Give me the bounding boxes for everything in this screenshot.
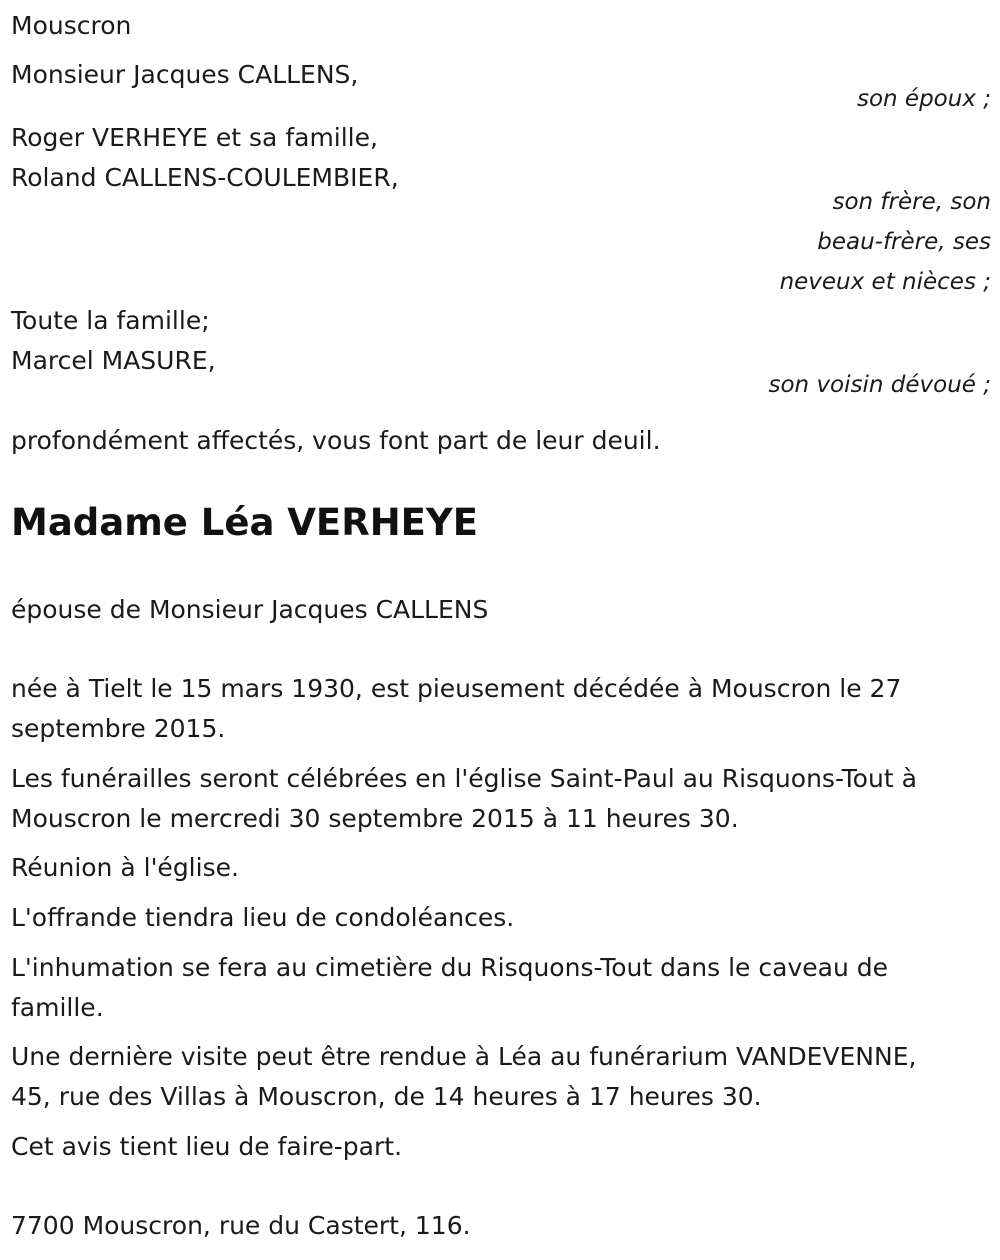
burial-paragraph — [11, 948, 991, 1028]
address-line: 7700 Mouscron, rue du Castert, 116. — [11, 1211, 471, 1240]
relation-label: beau-frère, ses — [817, 229, 991, 255]
spouse-line: épouse de Monsieur Jacques CALLENS — [11, 595, 489, 624]
family-member-line: Monsieur Jacques CALLENS, — [11, 60, 359, 89]
relation-label: son époux ; — [856, 86, 991, 112]
paragraph-line: L'inhumation se fera au cimetière du Risquons-Tout dans le caveau de — [11, 953, 888, 982]
relation-label: son voisin dévoué ; — [768, 372, 991, 398]
offering-line: L'offrande tiendra lieu de condoléances. — [11, 903, 515, 932]
paragraph-line: Les funérailles seront célébrées en l'église Saint-Paul au Risquons-Tout à — [11, 764, 917, 793]
paragraph-line: septembre 2015. — [11, 714, 226, 743]
deceased-name: Madame Léa VERHEYE — [11, 501, 478, 544]
city-heading: Mouscron — [11, 11, 132, 40]
notice-line: Cet avis tient lieu de faire-part. — [11, 1132, 403, 1161]
family-member-line: Marcel MASURE, — [11, 346, 216, 375]
birth-death-paragraph — [11, 669, 991, 749]
family-member-line: Roland CALLENS-COULEMBIER, — [11, 163, 399, 192]
paragraph-line: Mouscron le mercredi 30 septembre 2015 à 11 heures 30. — [11, 804, 739, 833]
meeting-line: Réunion à l'église. — [11, 853, 239, 882]
relation-label: neveux et nièces ; — [779, 269, 991, 295]
paragraph-line: famille. — [11, 993, 104, 1022]
visit-paragraph — [11, 1037, 991, 1117]
paragraph-line: Une dernière visite peut être rendue à Léa au funérarium VANDEVENNE, — [11, 1042, 917, 1071]
funeral-paragraph — [11, 759, 991, 839]
family-member-line: Toute la famille; — [11, 306, 210, 335]
announcement-text: profondément affectés, vous font part de leur deuil. — [11, 426, 661, 455]
relation-label: son frère, son — [832, 189, 991, 215]
paragraph-line: 45, rue des Villas à Mouscron, de 14 heures à 17 heures 30. — [11, 1082, 762, 1111]
family-member-line: Roger VERHEYE et sa famille, — [11, 123, 378, 152]
paragraph-line: née à Tielt le 15 mars 1930, est pieusement décédée à Mouscron le 27 — [11, 674, 902, 703]
